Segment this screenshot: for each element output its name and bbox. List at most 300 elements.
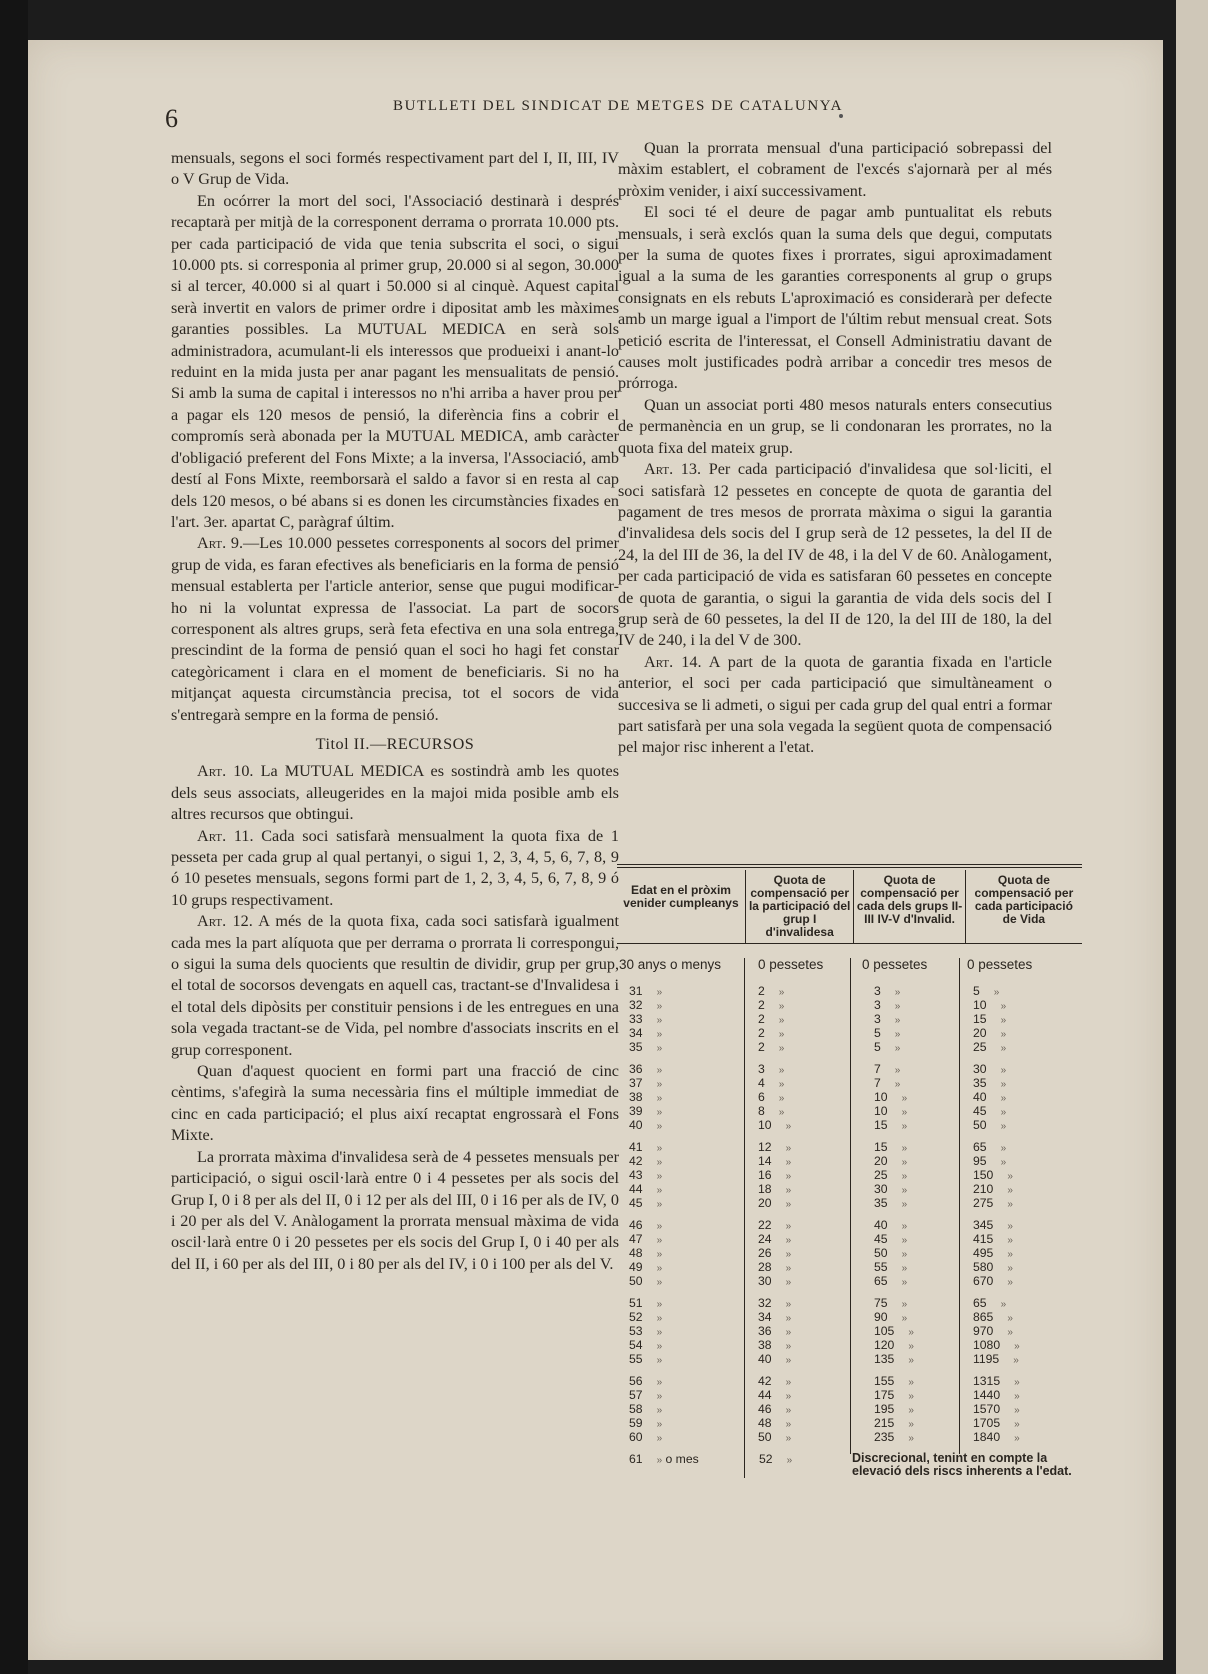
ditto-mark: »: [1014, 1433, 1020, 1444]
ink-speck: [839, 114, 843, 118]
age-value: 36: [629, 1062, 643, 1076]
quota-cell: [744, 998, 850, 1012]
quota-value: 3: [758, 1062, 765, 1076]
age-cell: [617, 1012, 744, 1026]
paragraph: mensuals, segons el soci formés respectivament part del I, II, III, IV o V Grup de Vida.: [171, 149, 619, 189]
ditto-mark: »: [785, 1355, 792, 1366]
quota-cell: [959, 1218, 1074, 1232]
scan-left-edge: [0, 0, 28, 1674]
ditto-mark: »: [908, 1377, 914, 1388]
quota-value: 1195: [973, 1352, 1000, 1366]
quota-cell: [959, 1026, 1074, 1040]
header-invalidity-groups-2-5: Quota de compensació per cada dels grups II-III IV-V d'Invalid.: [853, 870, 964, 943]
age-cell: [617, 1090, 744, 1104]
quota-value: 970: [973, 1324, 994, 1338]
age-cell: [617, 1168, 744, 1182]
ditto-mark: »: [1014, 1405, 1020, 1416]
ditto-mark: »: [785, 1327, 792, 1338]
ditto-mark: »: [785, 1433, 792, 1444]
section-title: Titol II.—RECURSOS: [315, 734, 475, 753]
ditto-mark: »: [908, 1341, 914, 1352]
quota-cell: [850, 1430, 959, 1444]
age-cell: [617, 1040, 744, 1054]
quota-cell: [850, 1196, 959, 1210]
article-label: Art. 11.: [197, 826, 254, 845]
paragraph: Quan d'aquest quocient en formi part una fracció de cinc cèntims, s'afegirà la suma necessària fins el múltiple immediat de cinc en cada participació; el plus així recaptat engrossarà el Fons Mixte.: [171, 1062, 619, 1145]
quota-cell: [744, 1154, 850, 1168]
ditto-mark: »: [908, 1391, 914, 1402]
quota-value: 35: [874, 1196, 888, 1210]
article-text: A part de la quota de garantia fixada en l'article anterior, el soci per cada participació que simultàneament o succesiva se li admeti, o sigui per cada grup del qual entri a formar part satisfarà per una sola vegada la següent quota de compensació pel major risc inherent a l'etat.: [618, 652, 1052, 757]
ditto-mark: »: [785, 1199, 792, 1210]
ditto-mark: »: [778, 1029, 785, 1040]
quota-cell: [959, 1388, 1074, 1402]
quota-cell: [744, 1388, 850, 1402]
age-cell: [617, 1452, 744, 1478]
quota-value: 10: [973, 998, 987, 1012]
ditto-mark: »: [908, 1327, 914, 1338]
quota-value: 5: [874, 1040, 881, 1054]
age-value: 61: [629, 1452, 643, 1466]
quota-cell: [744, 1452, 850, 1478]
quota-cell: [744, 1352, 850, 1366]
ditto-mark: »: [901, 1249, 908, 1260]
header-invalidity-group-1: Quota de compensació per la participació del grup I d'invalidesa: [745, 870, 853, 943]
ditto-mark: »: [901, 1093, 908, 1104]
age-cell: [617, 1274, 744, 1288]
ditto-mark: »: [656, 1079, 663, 1090]
ditto-mark: »: [785, 1121, 792, 1132]
quota-value: 865: [973, 1310, 994, 1324]
ditto-mark: »: [656, 1419, 663, 1430]
ditto-mark: »: [656, 1235, 663, 1246]
ditto-mark: »: [778, 1093, 785, 1104]
ditto-mark: »: [901, 1143, 908, 1154]
age-value: 42: [629, 1154, 643, 1168]
age-cell: [617, 1246, 744, 1260]
quota-value: 10: [874, 1104, 888, 1118]
quota-cell: [744, 1182, 850, 1196]
quota-cell: [744, 1296, 850, 1310]
quota-cell: [744, 1168, 850, 1182]
quota-value: 6: [758, 1090, 765, 1104]
quota-cell: [850, 1274, 959, 1288]
quota-cell: [850, 1168, 959, 1182]
ditto-mark: »: [1000, 1157, 1007, 1168]
age-value: 31: [629, 984, 643, 998]
quota-cell: [959, 1416, 1074, 1430]
article-label: Art. 12.: [197, 912, 253, 931]
ditto-mark: »: [1000, 1121, 1007, 1132]
article-text: Per cada participació d'invalidesa que sol·liciti, el soci satisfarà 12 pessetes en concepte de quota de garantia del pagament de tres mesos de prorrata màxima o sigui la garantia d'invalidesa dels socis del I grup serà de 12 pessetes, la del II de 24, la del III de 36, la del IV de 48, i la del V de 60. Anàlogament, per cada participació de vida es satisfaran 60 pessetes en concepte de quota de garantia, o sigui la garantia de vida dels socis del I grup serà de 60 pessetes, la del II de 120, la del III de 180, la del IV de 240, i la del V de 300.: [618, 460, 1052, 650]
quota-value: 50: [874, 1246, 888, 1260]
ditto-mark: »: [894, 1079, 901, 1090]
ditto-mark: »: [1007, 1235, 1013, 1246]
quota-cell: [959, 1374, 1074, 1388]
quota-cell: [850, 1402, 959, 1416]
quota-cell: [744, 1062, 850, 1076]
ditto-mark: »: [656, 1143, 663, 1154]
age-cell: [617, 1140, 744, 1154]
quota-cell: [744, 1118, 850, 1132]
age-value: 44: [629, 1182, 643, 1196]
quota-value: 135: [874, 1352, 895, 1366]
quota-value: 22: [758, 1218, 772, 1232]
ditto-mark: »: [656, 1341, 663, 1352]
ditto-mark: »: [656, 1277, 663, 1288]
ditto-mark: »: [785, 1391, 792, 1402]
ditto-mark: »: [1000, 1043, 1007, 1054]
quota-cell: [850, 1026, 959, 1040]
ditto-mark: »: [1007, 1185, 1013, 1196]
quota-value: 215: [874, 1416, 895, 1430]
quota-value: 10: [874, 1090, 888, 1104]
quota-cell: [850, 1374, 959, 1388]
quota-value: 46: [758, 1402, 772, 1416]
quota-value: 20: [758, 1196, 772, 1210]
quota-cell: [959, 1232, 1074, 1246]
quota-value: 30: [758, 1274, 772, 1288]
ditto-mark: »: [908, 1433, 914, 1444]
quota-value: 15: [874, 1140, 888, 1154]
quota-value: 1570: [973, 1402, 1001, 1416]
age-value: 56: [629, 1374, 643, 1388]
quota-cell: [959, 984, 1074, 998]
quota-cell: [959, 1168, 1074, 1182]
ditto-mark: »: [894, 1065, 901, 1076]
article-text: La MUTUAL MEDICA es sostindrà amb les quotes dels seus associats, alleugerides en la majoi mida posible amb els altres recursos que obtingui.: [171, 762, 619, 824]
ditto-mark: »: [656, 1377, 663, 1388]
quota-value: 25: [973, 1040, 987, 1054]
ditto-mark: »: [785, 1235, 792, 1246]
article-11: [171, 826, 619, 912]
quota-value: 45: [874, 1232, 888, 1246]
ditto-mark: »: [901, 1235, 908, 1246]
quota-value: 34: [758, 1310, 772, 1324]
quota-value: 42: [758, 1374, 772, 1388]
quota-value: 1440: [973, 1388, 1001, 1402]
quota-cell: [850, 1232, 959, 1246]
ditto-mark: »: [785, 1263, 792, 1274]
ditto-mark: »: [1007, 1313, 1013, 1324]
ditto-mark: »: [656, 1093, 663, 1104]
ditto-mark: »: [1014, 1341, 1020, 1352]
quota-value: 16: [758, 1168, 772, 1182]
quota-cell: 0 pessetes: [862, 958, 928, 972]
quota-value: 670: [973, 1274, 994, 1288]
quota-cell: [959, 1090, 1074, 1104]
age-value: 51: [629, 1296, 643, 1310]
ditto-mark: »: [656, 987, 663, 998]
quota-value: 35: [973, 1076, 987, 1090]
quota-cell: [744, 1402, 850, 1416]
age-cell: [617, 1324, 744, 1338]
age-cell: [617, 1076, 744, 1090]
quota-value: 2: [758, 1012, 765, 1026]
quota-value: 2: [758, 998, 765, 1012]
ditto-mark: »: [901, 1263, 908, 1274]
quota-cell: [744, 1260, 850, 1274]
quota-cell: [744, 1026, 850, 1040]
ditto-mark: »: [908, 1355, 914, 1366]
quota-value: 415: [973, 1232, 994, 1246]
ditto-mark: »: [1000, 1065, 1007, 1076]
quota-value: 105: [874, 1324, 895, 1338]
quota-cell: [850, 1012, 959, 1026]
article-text: A més de la quota fixa, cada soci satisfarà igualment cada mes la part alíquota que per derrama o prorrata li correspongui, o sigui la suma dels quocients que resultin de dividir, grup per grup, el total de socorsos devengats en aquell cas, tractant-se d'Invalidesa i el total dels dipòsits per constituir pensions i de les entregues en una sola vegada tractant-se de Vida, pel nombre d'associats inscrits en el grup corresponent.: [171, 912, 619, 1059]
age-cell: [617, 1026, 744, 1040]
quota-cell: [850, 998, 959, 1012]
quota-cell: [959, 1104, 1074, 1118]
quota-value: 36: [758, 1324, 772, 1338]
age-cell: [617, 1402, 744, 1416]
ditto-mark: »: [785, 1143, 792, 1154]
ditto-mark: »: [656, 1185, 663, 1196]
age-value: 45: [629, 1196, 643, 1210]
age-cell: [617, 1352, 744, 1366]
article-label: Art. 13.: [644, 460, 702, 479]
page-number: 6: [165, 104, 178, 133]
article-label: Art. 14.: [644, 652, 702, 671]
quota-value: 7: [874, 1076, 881, 1090]
quota-cell: [959, 1352, 1074, 1366]
quota-cell: [850, 984, 959, 998]
quota-cell: [959, 1012, 1074, 1026]
quota-value: 65: [874, 1274, 888, 1288]
ditto-mark: »: [785, 1171, 792, 1182]
quota-cell: [850, 1416, 959, 1430]
quota-cell: [744, 1040, 850, 1054]
quota-cell: [744, 1196, 850, 1210]
quota-cell: [744, 1218, 850, 1232]
ditto-mark: »: [656, 1249, 663, 1260]
age-cell: [617, 1232, 744, 1246]
ditto-mark: »: [901, 1185, 908, 1196]
ditto-mark: »: [785, 1405, 792, 1416]
quota-value: 345: [973, 1218, 994, 1232]
ditto-mark: »: [1007, 1199, 1013, 1210]
quota-cell: [959, 1118, 1074, 1132]
quota-value: 20: [973, 1026, 987, 1040]
compensation-table: [617, 864, 1082, 1478]
ditto-mark: »: [656, 1171, 663, 1182]
quota-value: 5: [874, 1026, 881, 1040]
ditto-mark: »: [656, 1355, 663, 1366]
quota-cell: [850, 1388, 959, 1402]
quota-value: 25: [874, 1168, 888, 1182]
age-value: 49: [629, 1260, 643, 1274]
quota-cell: [744, 1140, 850, 1154]
quota-value: 26: [758, 1246, 772, 1260]
quota-value: 65: [973, 1140, 987, 1154]
paragraph: Quan un associat porti 480 mesos naturals enters consecutius de permanència en un grup, se li condonaran les prorrates, no la quota fixa del mateix grup.: [618, 395, 1052, 457]
scan-right-edge: [1176, 0, 1208, 1674]
quota-cell: [959, 998, 1074, 1012]
ditto-mark: »: [1007, 1171, 1013, 1182]
age-cell: [617, 1416, 744, 1430]
age-value: 59: [629, 1416, 643, 1430]
age-value: 32: [629, 998, 643, 1012]
age-cell: [617, 1310, 744, 1324]
ditto-mark: »: [656, 1157, 663, 1168]
ditto-mark: »: [901, 1299, 908, 1310]
ditto-mark: »: [656, 1065, 663, 1076]
age-cell: [617, 984, 744, 998]
age-cell: [617, 1388, 744, 1402]
ditto-mark: »: [1013, 1355, 1019, 1366]
quota-value: 7: [874, 1062, 881, 1076]
age-value: 54: [629, 1338, 643, 1352]
ditto-mark: »: [785, 1185, 792, 1196]
article-14: [618, 652, 1052, 759]
quota-cell: 0 pessetes: [758, 958, 824, 972]
ditto-mark: »: [1000, 1029, 1007, 1040]
quota-value: 3: [874, 1012, 881, 1026]
age-cell: [617, 1218, 744, 1232]
age-value: 41: [629, 1140, 643, 1154]
age-value: 48: [629, 1246, 643, 1260]
quota-cell: [959, 1430, 1074, 1444]
ditto-mark: »: [778, 987, 785, 998]
quota-value: 1315: [973, 1374, 1001, 1388]
quota-value: 150: [973, 1168, 994, 1182]
ditto-mark: »: [1007, 1327, 1013, 1338]
quota-cell: [850, 1218, 959, 1232]
age-value: 52: [629, 1310, 643, 1324]
table-header: [617, 870, 1082, 944]
running-title: BUTLLETI DEL SINDICAT DE METGES DE CATALUNYA: [393, 98, 843, 114]
quota-cell: [959, 1154, 1074, 1168]
article-12: [171, 911, 619, 1061]
article-label: Art. 9.: [197, 534, 243, 553]
age-value: 40: [629, 1118, 643, 1132]
quota-cell: [959, 1310, 1074, 1324]
quota-value: 14: [758, 1154, 772, 1168]
quota-value: 275: [973, 1196, 994, 1210]
ditto-mark: »: [656, 1299, 663, 1310]
article-label: Art. 10.: [197, 762, 254, 781]
quota-value: 2: [758, 984, 765, 998]
quota-value: 45: [973, 1104, 987, 1118]
header-life: Quota de compensació per cada participació de Vida: [965, 870, 1082, 943]
ditto-mark: »: [656, 1121, 663, 1132]
quota-cell: [850, 1352, 959, 1366]
age-cell: [617, 1196, 744, 1210]
left-column: [171, 148, 619, 1275]
ditto-mark: »: [778, 1107, 785, 1118]
paragraph: Quan la prorrata mensual d'una participació sobrepassi del màxim establert, el cobrament de l'excés s'ajornarà per al més pròxim venider, i així successivament.: [618, 139, 1052, 200]
quota-value: 235: [874, 1430, 895, 1444]
column-rule: [744, 958, 745, 1454]
quota-cell: [850, 1062, 959, 1076]
quota-cell: [744, 1324, 850, 1338]
paragraph: La prorrata màxima d'invalidesa serà de 4 pessetes mensuals per participació, o sigui oscil·larà entre 0 i 4 pessetes per als socis del Grup I, 0 i 8 per als del II, 0 i 12 per als del III, 0 i 16 per als de IV, 0 i 20 per als del V. Anàlogament la prorrata mensual màxima de vida oscil·larà entre 0 i 20 pessetes per els socis del Grup I, 0 i 40 per als del II, i 60 per als del III, 0 i 80 per als del IV, i 0 i 100 per als del V.: [171, 1147, 619, 1273]
quota-value: 48: [758, 1416, 772, 1430]
ditto-mark: »: [901, 1313, 908, 1324]
ditto-mark: »: [786, 1455, 793, 1466]
ditto-mark: »: [778, 1065, 785, 1076]
quota-cell: [744, 1090, 850, 1104]
quota-value: 20: [874, 1154, 888, 1168]
age-value: 37: [629, 1076, 643, 1090]
ditto-mark: »: [656, 1107, 663, 1118]
ditto-mark: »: [1000, 1143, 1007, 1154]
quota-value: 155: [874, 1374, 895, 1388]
ditto-mark: »: [785, 1299, 792, 1310]
age-value: 53: [629, 1324, 643, 1338]
quota-value: 50: [758, 1430, 772, 1444]
quota-value: 120: [874, 1338, 895, 1352]
ditto-mark: »: [785, 1277, 792, 1288]
article-text: Cada soci satisfarà mensualment la quota fixa de 1 pesseta per cada grup al qual pertanyi, o sigui 1, 2, 3, 4, 5, 6, 7, 8, 9 ó 10 pesetes mensuals, segons formi part de 1, 2, 3, 4, 5, 6, 7, 8, 9 ó 10 grups respectivament.: [171, 826, 619, 909]
quota-value: 1840: [973, 1430, 1001, 1444]
quota-value: 3: [874, 984, 881, 998]
quota-cell: [850, 1040, 959, 1054]
ditto-mark: »: [1000, 1015, 1007, 1026]
age-cell: 30 anys o menys: [619, 958, 722, 972]
quota-value: 75: [874, 1296, 888, 1310]
ditto-mark: »: [785, 1313, 792, 1324]
age-value: 60: [629, 1430, 643, 1444]
quota-cell: [744, 1430, 850, 1444]
age-value: 46: [629, 1218, 643, 1232]
ditto-mark: »: [894, 1029, 901, 1040]
quota-cell: [959, 1402, 1074, 1416]
quota-value: 95: [973, 1154, 987, 1168]
age-cell: [617, 1260, 744, 1274]
ditto-mark: »: [778, 1001, 785, 1012]
ditto-mark: »: [656, 1433, 663, 1444]
ditto-mark: »: [894, 1015, 901, 1026]
quota-value: 495: [973, 1246, 994, 1260]
age-value: 43: [629, 1168, 643, 1182]
quota-cell: [850, 1090, 959, 1104]
quota-cell: [959, 1182, 1074, 1196]
age-cell: [617, 1154, 744, 1168]
ditto-mark: »: [656, 1313, 663, 1324]
right-column: [618, 138, 1052, 759]
quota-value: 30: [973, 1062, 987, 1076]
age-value: 39: [629, 1104, 643, 1118]
ditto-mark: »: [894, 1001, 901, 1012]
quota-value: 175: [874, 1388, 895, 1402]
document-page: [28, 40, 1163, 1660]
ditto-mark: »: [1000, 1093, 1007, 1104]
ditto-mark: »: [656, 1455, 663, 1466]
ditto-mark: »: [778, 1079, 785, 1090]
quota-cell: [744, 1374, 850, 1388]
age-cell: [617, 1118, 744, 1132]
quota-value: 5: [973, 984, 980, 998]
ditto-mark: »: [1014, 1391, 1020, 1402]
ditto-mark: »: [908, 1405, 914, 1416]
quota-cell: [744, 1012, 850, 1026]
quota-value: 40: [758, 1352, 772, 1366]
quota-cell: [850, 1154, 959, 1168]
article-10: [171, 761, 619, 825]
quota-value: 24: [758, 1232, 772, 1246]
table-body: [617, 958, 1082, 1478]
age-cell: [617, 1374, 744, 1388]
quota-value: 55: [874, 1260, 888, 1274]
quota-cell: [850, 1324, 959, 1338]
ditto-mark: »: [908, 1419, 914, 1430]
quota-cell: [744, 1104, 850, 1118]
quota-value: 40: [874, 1218, 888, 1232]
quota-value: 12: [758, 1140, 772, 1154]
quota-cell: [959, 1260, 1074, 1274]
ditto-mark: »: [901, 1157, 908, 1168]
